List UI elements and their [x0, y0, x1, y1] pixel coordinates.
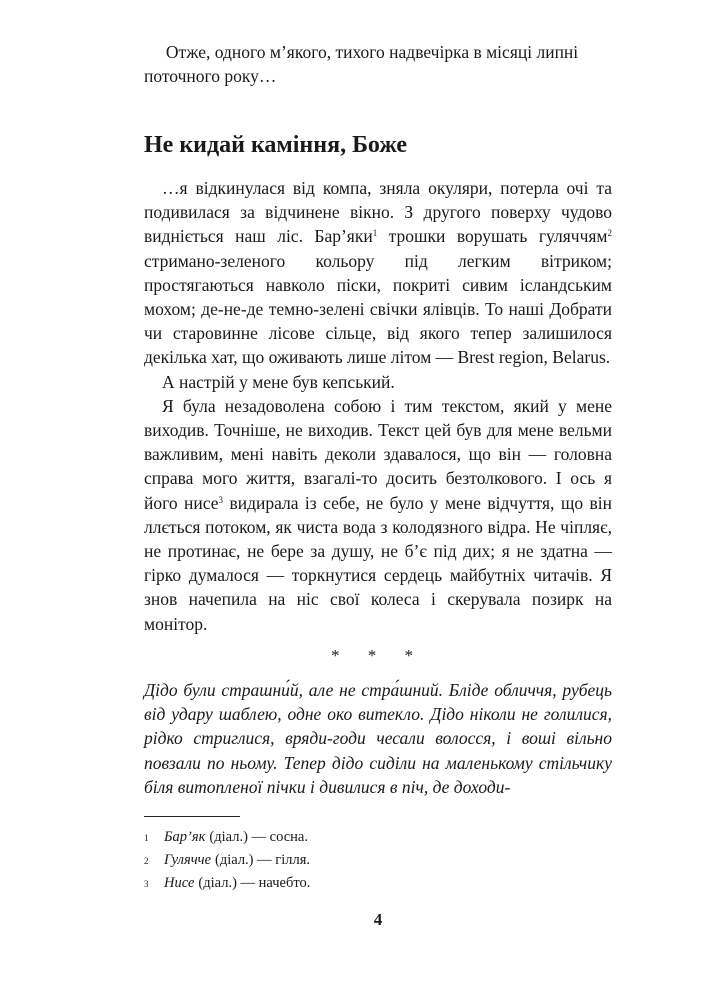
paragraph-1-text-a: …я відкинулася від компа, зняла окуляри, потерла очі та подивилася за відчинене вікно. З другого поверху чудово видніється наш ліс. Бар’яки — [144, 178, 612, 247]
footnote-divider — [144, 816, 240, 817]
paragraph-1-text-c: стримано-зеленого кольору під легким вітриком; простягаються навколо піски, покриті сивим ісландським мохом; де-не-де темно-зелені свічки ялівців. То наші Добрати чи старовинне лісове сільце, від якого тепер залишилося декілька хат, що оживають лише літом — Brest region, Belarus. — [144, 250, 612, 368]
intro-text — [144, 40, 612, 88]
footnote-3 — [144, 872, 612, 895]
intro-line-1: Отже, одного м’якого, тихого надвечірка в місяці липні — [165, 42, 579, 62]
italic-paragraph: Дідо були страшни́й, але не стра́шний. Бліде обличчя, рубець від удару шаблею, одне око витекло. Дідо ніколи не голилися, рідко стриглися, вряди-годи чесали волосся, і воші вільно повзали по ньому. Тепер дідо сиділи на маленькому стільчику біля витопленої пічки і дивилися в піч, де доходи- — [144, 680, 612, 797]
footnote-number: 2 — [144, 856, 149, 866]
intro-line-2: поточного року… — [144, 66, 277, 86]
paragraph-3-text-a: Я була незадоволена собою і тим текстом, який у мене виходив. Точніше, не виходив. Текст цей був для мене вельми важливим, мені навіть деколи здавалося, що він — головна справа мого життя, взагалі-то досить безтолкового. І ось я його нисе — [144, 395, 612, 513]
footnote-2 — [144, 849, 612, 872]
footnote-ref-1[interactable]: 1 — [372, 228, 378, 239]
section-separator: * * * — [331, 646, 425, 665]
footnote-1 — [144, 826, 612, 849]
footnote-definition: (діал.) — гілля. — [215, 852, 310, 868]
italic-section — [144, 678, 612, 799]
footnote-number: 3 — [144, 879, 149, 889]
paragraph-1 — [144, 176, 612, 370]
paragraph-2: А настрій у мене був кепський. — [162, 371, 395, 392]
page-number: 4 — [373, 910, 383, 929]
footnote-definition: (діал.) — начебто. — [198, 875, 311, 891]
footnote-definition: (діал.) — сосна. — [209, 829, 308, 845]
chapter-body — [144, 176, 612, 636]
footnote-term: Гулячче — [164, 852, 212, 868]
chapter-heading: Не кидай каміння, Боже — [144, 132, 408, 158]
footnote-ref-2[interactable]: 2 — [607, 228, 613, 239]
footnote-term: Нисе — [164, 875, 195, 891]
paragraph-1-text-b: трошки ворушать гуляччям — [377, 226, 608, 247]
footnote-term: Бар’як — [164, 829, 206, 845]
footnote-ref-3[interactable]: 3 — [218, 494, 224, 505]
paragraph-3-text-b: видирала із себе, не було у мене відчуття, що він ллється потоком, як чиста вода з колодязного відра. Не чіпляє, не протинає, не бере за душу, не б’є під дих; я не здатна — гірко думалося — торкнутися сердець майбутніх читачів. Я знов начепила на ніс свої колеса і скерувала позирк на монітор. — [144, 492, 612, 634]
footnotes — [144, 826, 612, 895]
footnote-number: 1 — [144, 833, 149, 843]
paragraph-3 — [144, 394, 612, 636]
